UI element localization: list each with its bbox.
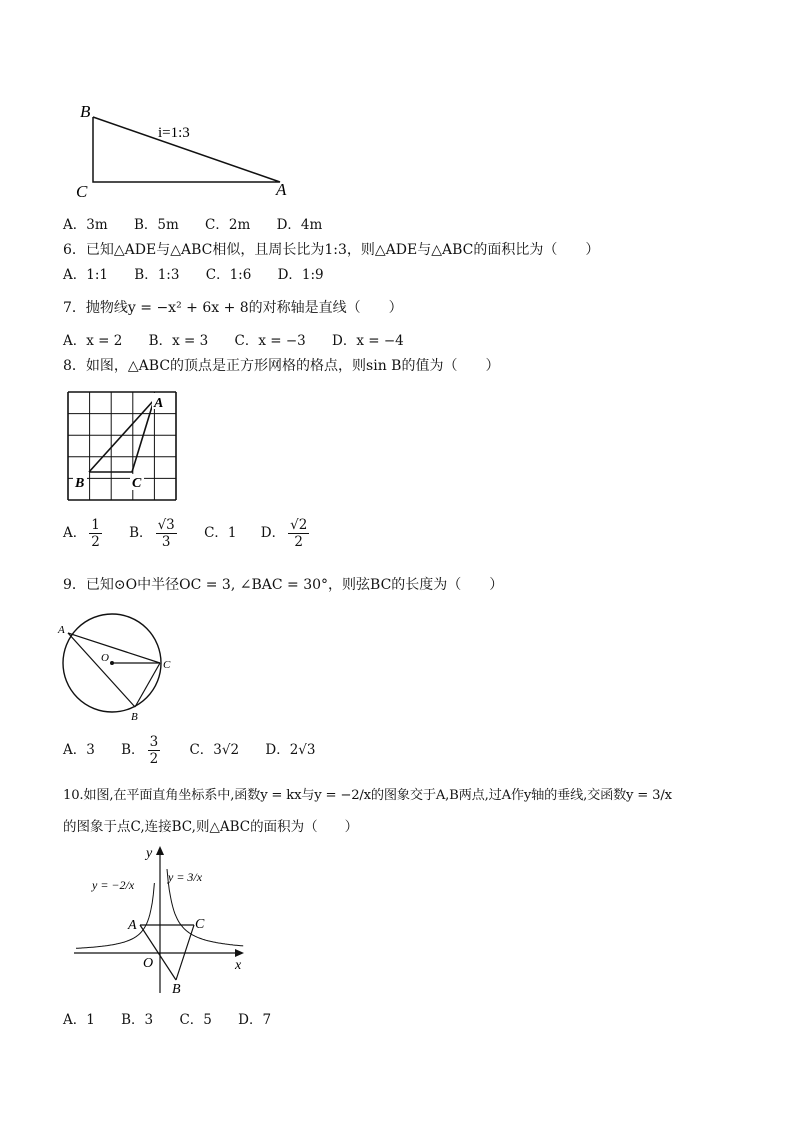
q5-options xyxy=(63,216,344,234)
label-a: A xyxy=(128,918,137,933)
frac-num: 3 xyxy=(149,734,159,750)
q9-options xyxy=(63,734,337,767)
q8-option-c[interactable]: C．1 xyxy=(204,525,237,541)
slope-label: i=1:3 xyxy=(158,125,190,141)
frac-den: 2 xyxy=(149,751,159,767)
curve-left-label: y = −2/x xyxy=(92,878,135,892)
q9-option-b-fraction xyxy=(148,734,161,767)
q7-option-c[interactable]: C．x = −3 xyxy=(234,333,306,349)
label-b: B xyxy=(80,102,91,121)
label-b: B xyxy=(131,711,138,723)
label-a: A xyxy=(58,624,65,636)
label-c: C xyxy=(163,659,171,671)
q5-option-c[interactable]: C．2m xyxy=(205,217,251,233)
q10-option-c[interactable]: C．5 xyxy=(179,1012,212,1028)
curve-left-hyperbola xyxy=(76,883,154,948)
q5-option-b[interactable]: B．5m xyxy=(133,217,179,233)
q8-option-b-fraction xyxy=(156,517,177,550)
q6-option-c[interactable]: C．1:6 xyxy=(205,267,252,283)
q10-stem-line2: 的图象于点C,连接BC,则△ABC的面积为（ ） xyxy=(63,819,359,835)
frac-num: √2 xyxy=(290,517,308,533)
center-point xyxy=(110,661,114,665)
label-c: C xyxy=(132,476,142,491)
q9-option-d[interactable]: D．2√3 xyxy=(265,742,316,758)
curve-right-label: y = 3/x xyxy=(168,870,203,884)
q10-stem-line1: 10.如图,在平面直角坐标系中,函数y = kx与y = −2/x的图象交于A,B两点,过A作y轴的垂线,交函数y = 3/x xyxy=(63,788,672,803)
label-o: O xyxy=(101,652,109,664)
q6-option-d[interactable]: D．1:9 xyxy=(277,267,324,283)
q8-option-b-prefix: B． xyxy=(129,525,153,541)
q8-option-d-fraction xyxy=(288,517,309,550)
x-axis-arrow-icon xyxy=(235,949,244,957)
q8-option-d-prefix: D． xyxy=(260,525,286,541)
q7-options xyxy=(63,332,426,350)
q9-stem: 9．已知⊙O中半径OC = 3, ∠BAC = 30°，则弦BC的长度为（ ） xyxy=(63,577,504,593)
q10-option-d[interactable]: D．7 xyxy=(238,1012,272,1028)
q8-option-a-prefix: A． xyxy=(63,525,87,541)
label-c: C xyxy=(195,917,205,932)
frac-den: 2 xyxy=(294,534,303,550)
q7-stem: 7．抛物线y = −x² + 6x + 8的对称轴是直线（ ） xyxy=(63,300,403,316)
q7-option-d[interactable]: D．x = −4 xyxy=(332,333,404,349)
label-b: B xyxy=(75,476,85,491)
q8-option-a[interactable] xyxy=(63,517,105,550)
q7-option-b[interactable]: B．x = 3 xyxy=(148,333,209,349)
label-o: O xyxy=(143,956,154,971)
q7-option-a[interactable]: A．x = 2 xyxy=(63,333,123,349)
q6-option-a[interactable]: A．1:1 xyxy=(63,267,108,283)
q8-option-b[interactable] xyxy=(129,517,180,550)
q5-option-d[interactable]: D．4m xyxy=(276,217,323,233)
y-axis-arrow-icon xyxy=(156,846,164,855)
q10-option-b[interactable]: B．3 xyxy=(121,1012,154,1028)
q8-stem: 8．如图，△ABC的顶点是正方形网格的格点，则sin B的值为（ ） xyxy=(63,358,500,374)
q10-options xyxy=(63,1011,293,1029)
frac-num: √3 xyxy=(157,517,175,533)
coordinate-figure xyxy=(72,843,252,998)
grid-triangle-figure xyxy=(66,388,178,496)
q9-option-b[interactable] xyxy=(121,734,163,767)
label-a: A xyxy=(276,180,287,199)
frac-den: 3 xyxy=(161,534,171,550)
q8-option-a-fraction xyxy=(89,517,102,550)
q6-option-b[interactable]: B．1:3 xyxy=(134,267,180,283)
label-x: x xyxy=(235,958,242,973)
triangle-abc xyxy=(89,400,154,472)
label-c: C xyxy=(76,182,88,201)
q9-option-a[interactable]: A．3 xyxy=(63,742,95,758)
q9-option-b-prefix: B． xyxy=(121,742,145,758)
q6-stem: 6．已知△ADE与△ABC相似，且周长比为1:3，则△ADE与△ABC的面积比为（ ） xyxy=(63,242,600,258)
q8-options xyxy=(63,517,334,550)
circle-figure xyxy=(56,612,186,724)
frac-den: 2 xyxy=(91,534,100,550)
label-a: A xyxy=(154,396,164,411)
q5-option-a[interactable]: A．3m xyxy=(63,217,108,233)
slope-triangle-figure xyxy=(70,95,300,205)
label-y: y xyxy=(146,846,153,861)
q9-option-c[interactable]: C．3√2 xyxy=(189,742,240,758)
frac-num: 1 xyxy=(91,517,100,533)
q8-option-d[interactable] xyxy=(261,517,313,550)
q6-options xyxy=(63,266,346,284)
q10-option-a[interactable]: A．1 xyxy=(63,1012,95,1028)
label-b: B xyxy=(172,982,181,997)
